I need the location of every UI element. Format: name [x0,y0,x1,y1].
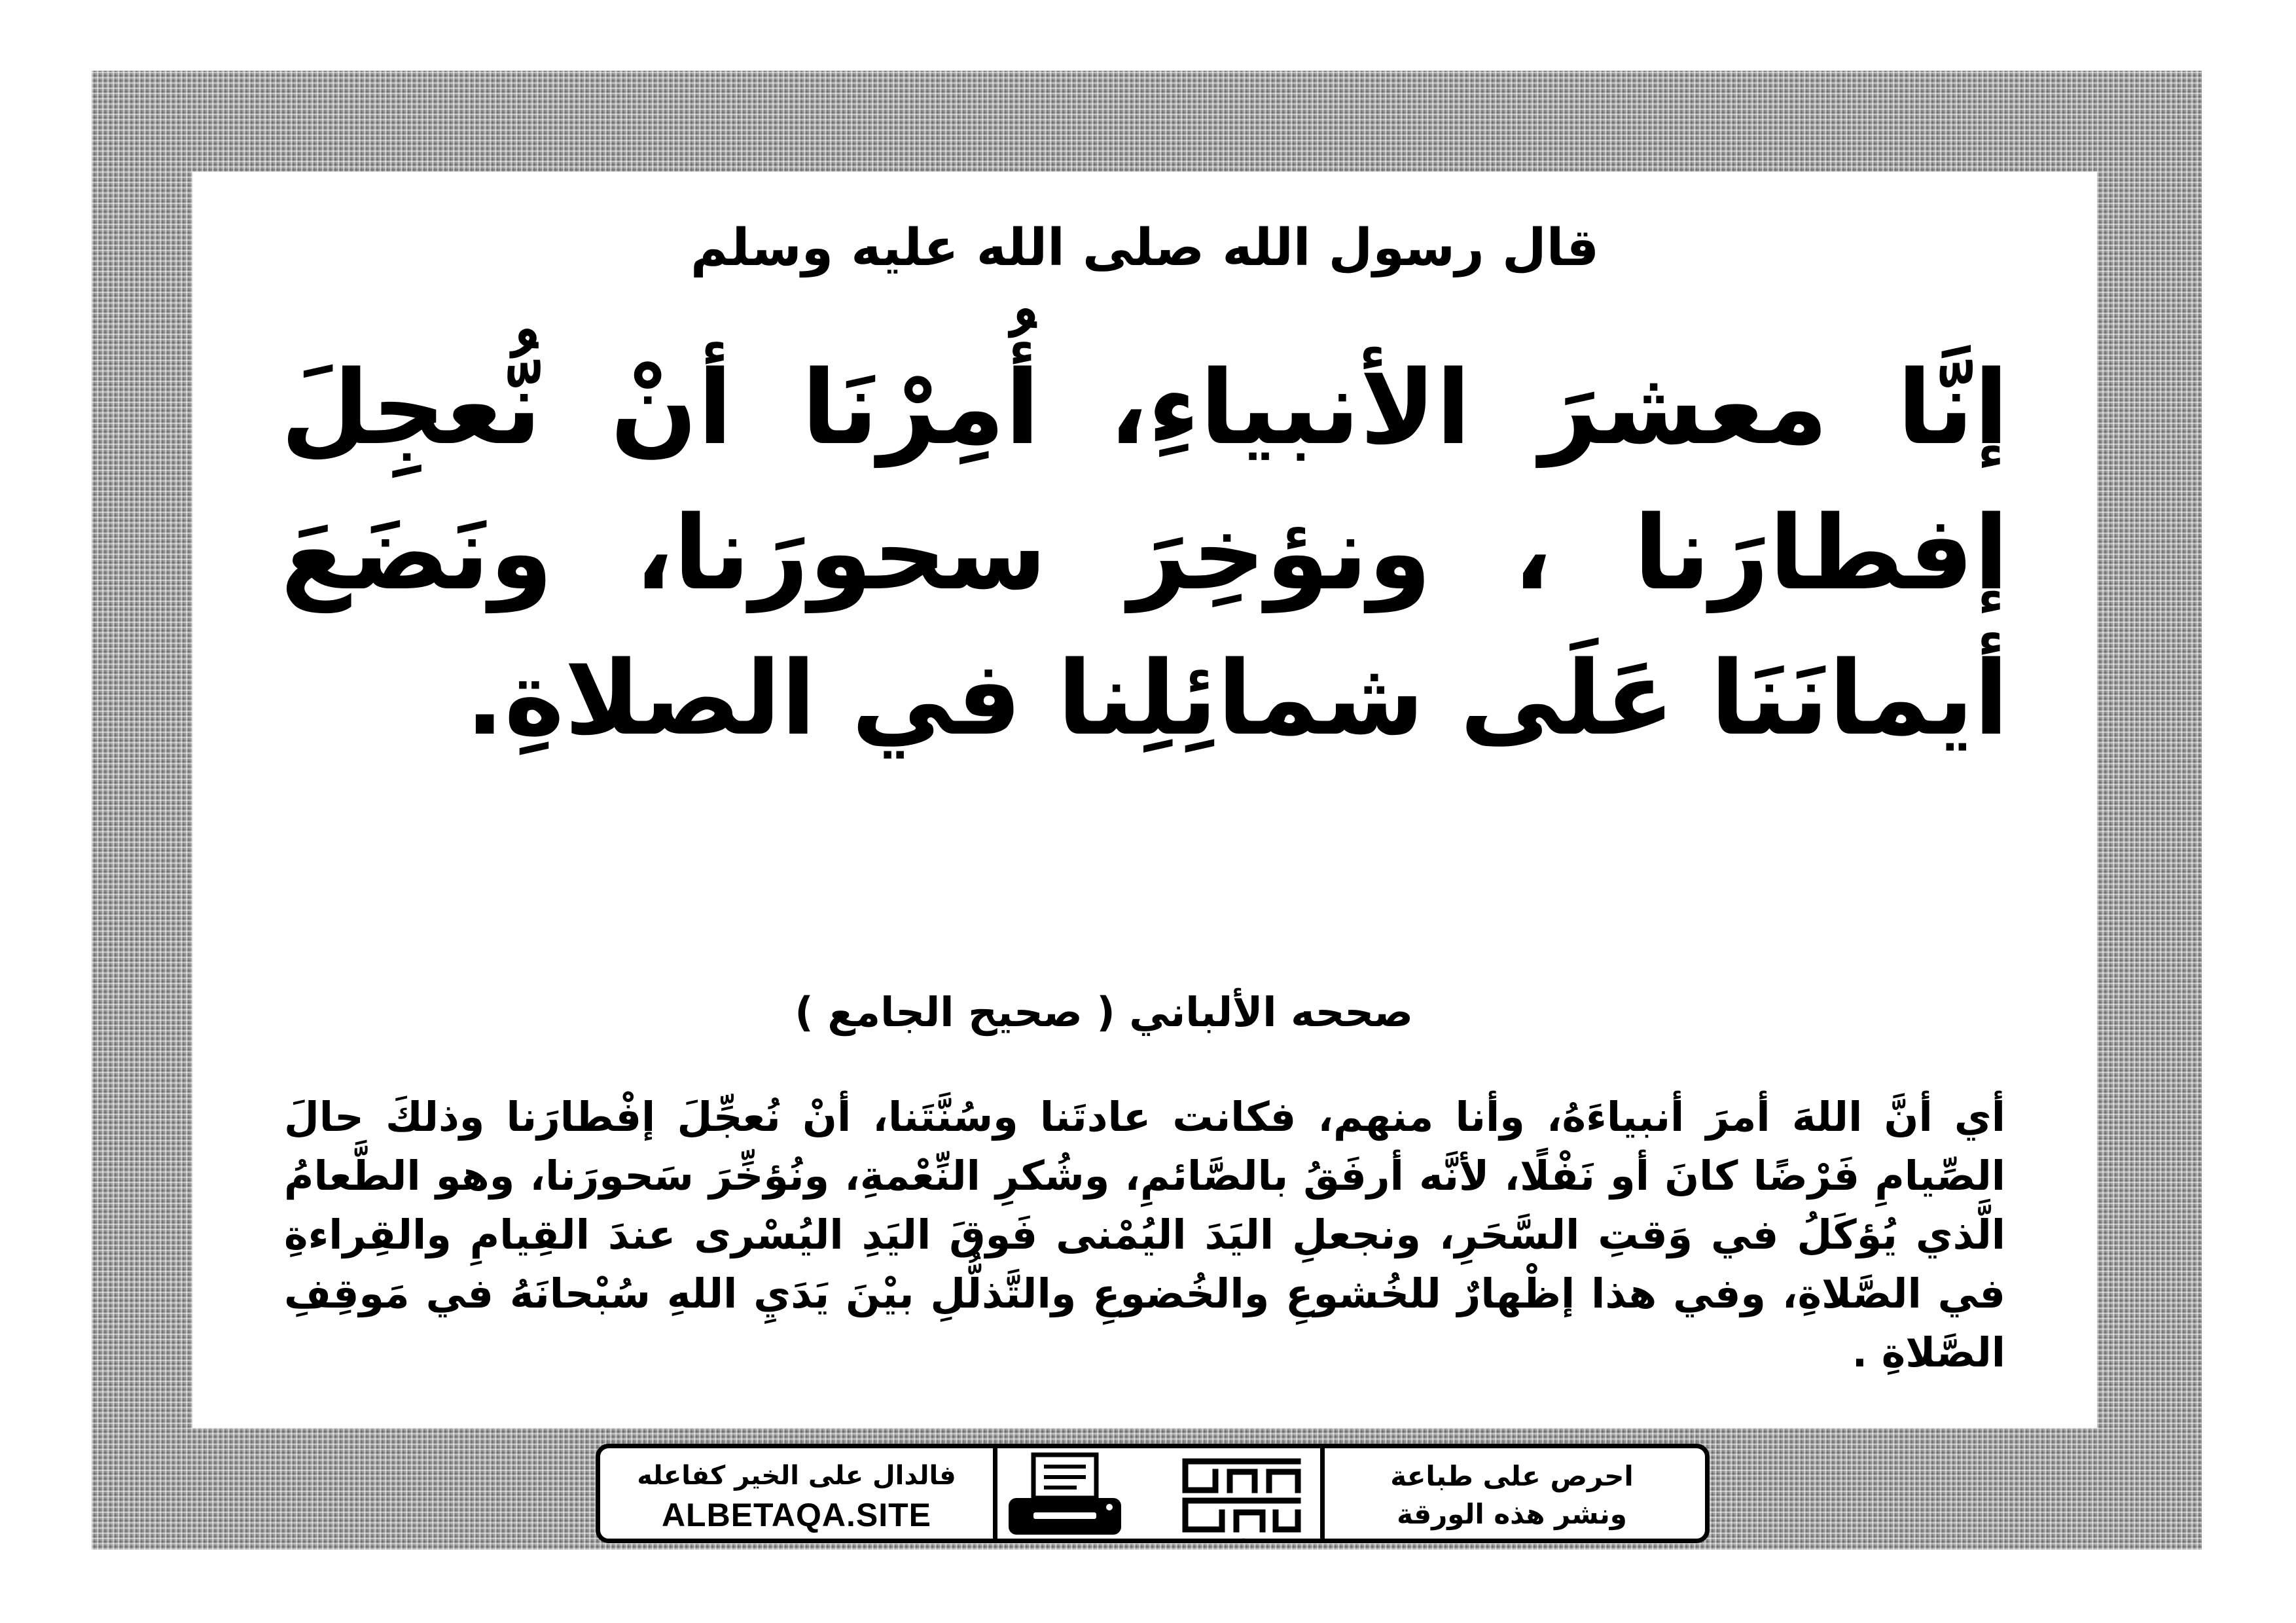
hadith-source: صححه الألباني ( صحيح الجامع ) [795,988,1413,1036]
footer-slogan: فالدال على الخير كفاعله [637,1461,956,1491]
hadith-attribution: قال رسول الله صلى الله عليه وسلم [690,219,1600,277]
footer-reminder-box [1319,1448,1705,1539]
printer-icon [999,1450,1130,1541]
hadith-explanation: أي أنَّ اللهَ أمرَ أنبياءَهُ، وأنا منهم، فكانت عادتَنا وسُنَّتَنا، أنْ نُعجِّلَ إفْطارَنا وذلكَ حالَ الصِّيامِ فَرْضًا كانَ أو نَفْلًا، لأنَّه أرفَقُ بالصَّائمِ، وشُكرِ النِّعْمةِ، ونُؤخِّرَ سَحورَنا، وهو الطَّعامُ الَّذي يُؤكَلُ في وَقتِ السَّحَرِ، ونجعلِ اليَدَ اليُمْنى فَوقَ اليَدِ اليُسْرى عندَ القِيامِ والقِراءةِ في الصَّلاةِ، وفي هذا إظْهارٌ للخُشوعِ والخُضوعِ والتَّذلُّلِ بيْنَ يَدَيِ اللهِ سُبْحانَهُ في مَوقِفِ الصَّلاةِ . [284,1093,2005,1376]
footer-divider [993,1448,997,1539]
footer-reminder-line1: احرص على طباعة [1390,1460,1634,1492]
daawa-logo [1176,1452,1307,1539]
hadith-text: إنَّا معشرَ الأنبياءِ، أُمِرْنَا أنْ نُّعجِلَ إفطارَنا ، ونؤخِرَ سحورَنا، ونَضَعَ أيمانَنَا عَلَى شمائِلِنا في الصلاةِ. [281,348,2009,758]
footer-site-box [600,1448,993,1539]
footer-reminder-line2: ونشر هذه الورقة [1397,1498,1627,1530]
footer-site-link[interactable]: ALBETAQA.SITE [661,1497,932,1533]
content-panel [192,171,2097,1428]
footer-banner [596,1444,1710,1543]
